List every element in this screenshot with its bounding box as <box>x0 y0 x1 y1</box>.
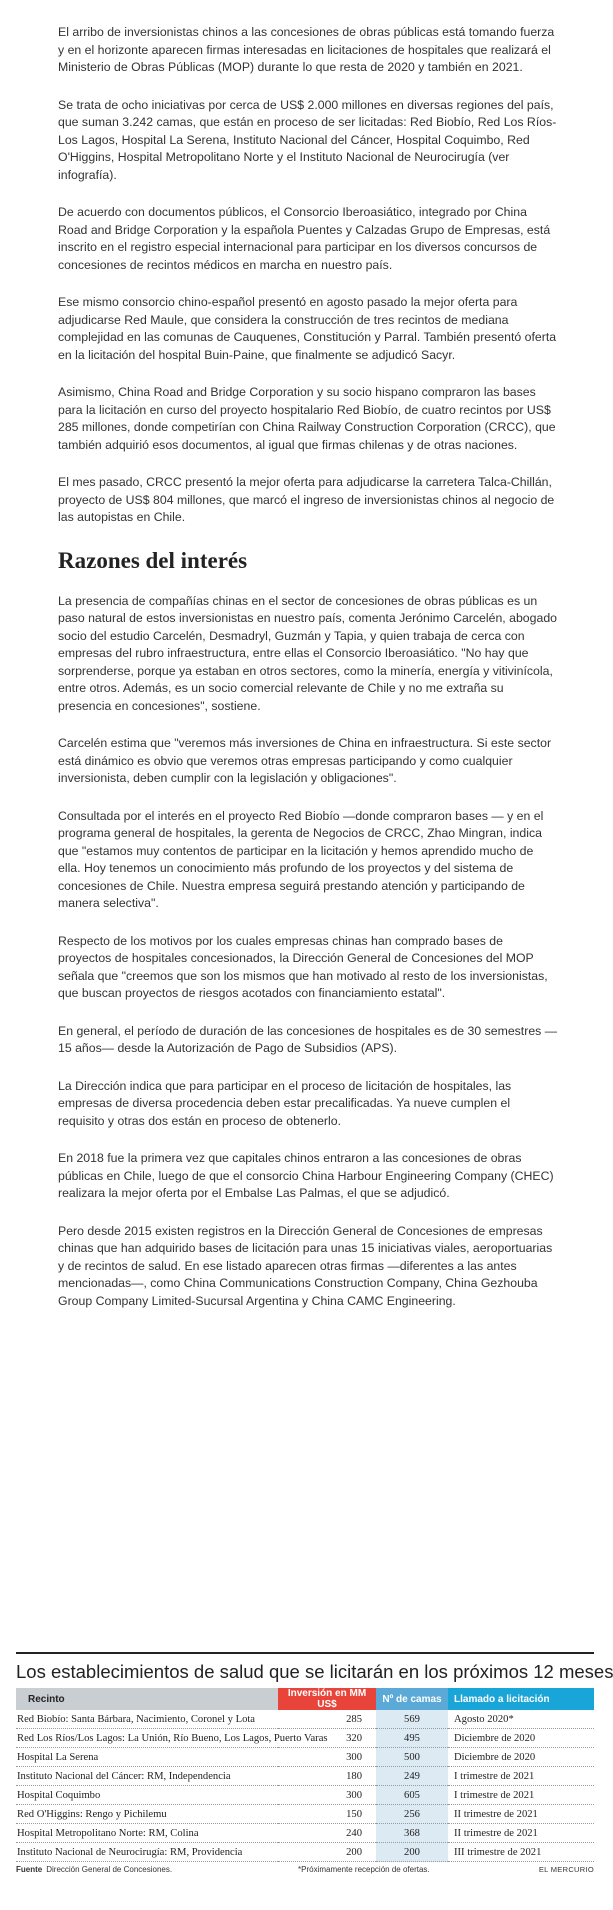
cell-recinto: Hospital Metropolitano Norte: RM, Colina <box>16 1824 278 1843</box>
publisher-logo: EL MERCURIO <box>538 1865 594 1874</box>
cell-inversion: 285 <box>278 1710 376 1729</box>
cell-inversion: 300 <box>278 1748 376 1767</box>
cell-llamado: II trimestre de 2021 <box>448 1805 594 1824</box>
table-row <box>16 1710 594 1729</box>
cell-camas: 200 <box>376 1843 448 1862</box>
cell-camas: 500 <box>376 1748 448 1767</box>
cell-inversion: 300 <box>278 1786 376 1805</box>
header-llamado: Llamado a licitación <box>448 1688 594 1710</box>
cell-inversion: 200 <box>278 1843 376 1862</box>
cell-llamado: Diciembre de 2020 <box>448 1748 594 1767</box>
infographic-footer <box>16 1865 594 1879</box>
cell-llamado: Diciembre de 2020 <box>448 1729 594 1748</box>
cell-camas: 495 <box>376 1729 448 1748</box>
section-heading: Razones del interés <box>58 547 248 573</box>
hospitals-infographic <box>16 1652 613 1879</box>
header-camas: Nº de camas <box>376 1688 448 1710</box>
article-paragraph: Consultada por el interés en el proyecto Red Biobío —donde compraron bases — y en el programa general de hospitales, la gerenta de Negocios de CRCC, Zhao Mingran, indica que "estamos muy contentos de participar en la licitación y hemos aprendido mucho de ella. Hoy tenemos un conocimiento más profundo de los proyectos y del sistema de concesiones de Chile. Nuestra empresa seguirá prestando atención y participando de manera selectiva". <box>58 808 544 910</box>
cell-recinto: Red O'Higgins: Rengo y Pichilemu <box>16 1805 278 1824</box>
cell-camas: 249 <box>376 1767 448 1786</box>
table-row <box>16 1805 594 1824</box>
table-row <box>16 1824 594 1843</box>
table-header-row <box>16 1688 594 1710</box>
header-inversion: Inversión en MM US$ <box>278 1688 376 1710</box>
article-paragraph: Asimismo, China Road and Bridge Corporation y su socio hispano compraron las bases para la licitación en curso del proyecto hospitalario Red Biobío, de cuatro recintos por US$ 285 millones, donde competirían con China Railway Construction Corporation (CRCC), que también adquirió esos documentos, al igual que firmas chilenas y de otras naciones. <box>58 385 556 452</box>
article-paragraph: En 2018 fue la primera vez que capitales chinos entraron a las concesiones de obras públicas en Chile, luego de que el consorcio China Harbour Engineering Company (CHEC) realizara la mejor oferta por el Embalse Las Palmas, el que se adjudicó. <box>58 1151 554 1200</box>
article-paragraph: El arribo de inversionistas chinos a las concesiones de obras públicas está tomando fuerza y en el horizonte aparecen firmas interesadas en licitaciones de hospitales que realizará el Ministerio de Obras Públicas (MOP) durante lo que resta de 2020 y también en 2021. <box>58 25 555 74</box>
cell-inversion: 150 <box>278 1805 376 1824</box>
table-row <box>16 1843 594 1862</box>
table-row <box>16 1729 594 1748</box>
article-section-intro <box>58 24 558 527</box>
article-paragraph: La Dirección indica que para participar en el proceso de licitación de hospitales, las empresas de diversa procedencia deben estar precalificadas. Ya nueve cumplen el requisito y otras dos están en proceso de obtenerlo. <box>58 1078 512 1128</box>
table-row <box>16 1748 594 1767</box>
article-paragraph: Respecto de los motivos por los cuales empresas chinas han comprado bases de proyectos de hospitales concesionados, la Dirección General de Concesiones del MOP señala que "creemos que son los mismos que han motivado al resto de los inversionistas, que buscan proyectos de riesgos acotados con financiamiento estatal". <box>58 933 548 1000</box>
cell-inversion: 320 <box>278 1729 376 1748</box>
cell-camas: 256 <box>376 1805 448 1824</box>
cell-inversion: 240 <box>278 1824 376 1843</box>
cell-recinto: Hospital La Serena <box>16 1748 278 1767</box>
cell-llamado: I trimestre de 2021 <box>448 1786 594 1805</box>
article-paragraph: Pero desde 2015 existen registros en la Dirección General de Concesiones de empresas chinas que han adquirido bases de licitación para unas 15 iniciativas viales, aeroportuarias y de recintos de salud. En ese listado aparecen otras firmas —diferentes a las antes mencionadas—, como China Communications Construction Company, China Gezhouba Group Company Limited-Sucursal Argentina y China CAMC Engineering. <box>58 1223 553 1308</box>
article-paragraph: De acuerdo con documentos públicos, el Consorcio Iberoasiático, integrado por China Road and Bridge Corporation y la española Puentes y Calzadas Grupo de Empresas, está inscrito en el registro especial internacional para participar en los diversos concursos de concesiones de recintos médicos en marcha en nuestro país. <box>58 205 551 272</box>
cell-inversion: 180 <box>278 1767 376 1786</box>
cell-recinto: Red Biobío: Santa Bárbara, Nacimiento, Coronel y Lota <box>16 1710 278 1729</box>
infographic-title: Los establecimientos de salud que se licitarán en los próximos 12 meses <box>16 1661 613 1682</box>
cell-llamado: III trimestre de 2021 <box>448 1843 594 1862</box>
article-paragraph: La presencia de compañías chinas en el sector de concesiones de obras públicas es un paso natural de estos inversionistas en nuestro país, comenta Jerónimo Carcelén, abogado socio del estudio Carcelén, Desmadryl, Guzmán y Tapia, y quien trabaja de cerca con empresas del rubro infraestructura, entre ellas el Consorcio Iberoasiático. "No hay que sorprenderse, porque ya estaban en otros sectores, como la minería, energía y vitivinícola, entre otros. Además, es un socio comercial relevante de Chile y no me extraña su presencia en concesiones", sostiene. <box>58 593 558 713</box>
header-recinto: Recinto <box>16 1688 278 1710</box>
article-paragraph: En general, el período de duración de las concesiones de hospitales es de 30 semestres —15 años— desde la Autorización de Pago de Subsidios (APS). <box>58 1023 558 1055</box>
cell-recinto: Instituto Nacional de Neurocirugía: RM, Providencia <box>16 1843 278 1862</box>
hospitals-table <box>16 1688 594 1862</box>
article-paragraph: Carcelén estima que "veremos más inversiones de China en infraestructura. Si este sector está dinámico es obvio que veremos otras empresas participando y como cualquier inversionista, deben cumplir con la legislación y obligaciones". <box>58 736 552 785</box>
article-paragraph: Se trata de ocho iniciativas por cerca de US$ 2.000 millones en diversas regiones del país, que suman 3.242 camas, que están en proceso de ser licitadas: Red Biobío, Red Los Ríos-Los Lagos, Hospital La Serena, Instituto Nacional del Cáncer, Hospital Coquimbo, Red O'Higgins, Hospital Metropolitano Norte y el Instituto Nacional de Neurocirugía (ver infografía). <box>58 97 557 182</box>
article-paragraph: El mes pasado, CRCC presentó la mejor oferta para adjudicarse la carretera Talca-Chillán, proyecto de US$ 804 millones, que marcó el ingreso de inversionistas chinos al negocio de las autopistas en Chile. <box>58 475 555 524</box>
cell-recinto: Red Los Ríos/Los Lagos: La Unión, Río Bueno, Los Lagos, Puerto Varas <box>16 1729 278 1748</box>
cell-recinto: Hospital Coquimbo <box>16 1786 278 1805</box>
source-note <box>16 1865 172 1874</box>
cell-llamado: II trimestre de 2021 <box>448 1824 594 1843</box>
cell-camas: 569 <box>376 1710 448 1729</box>
cell-llamado: I trimestre de 2021 <box>448 1767 594 1786</box>
cell-recinto: Instituto Nacional del Cáncer: RM, Independencia <box>16 1767 278 1786</box>
article-paragraph: Ese mismo consorcio chino-español presentó en agosto pasado la mejor oferta para adjudicarse Red Maule, que considera la construcción de tres recintos de mediana complejidad en las comunas de Cauquenes, Constitución y Parral. También presentó oferta en la licitación del hospital Buin-Paine, que finalmente se adjudicó Sacyr. <box>58 295 557 362</box>
cell-camas: 605 <box>376 1786 448 1805</box>
article-section-reasons <box>58 593 558 1311</box>
cell-llamado: Agosto 2020* <box>448 1710 594 1729</box>
table-row <box>16 1767 594 1786</box>
footnote: *Próximamente recepción de ofertas. <box>298 1865 430 1874</box>
article-body <box>58 24 558 1330</box>
table-row <box>16 1786 594 1805</box>
source-label: Fuente <box>16 1865 43 1874</box>
source-text: Dirección General de Concesiones. <box>46 1865 173 1874</box>
infographic-top-rule <box>16 1652 594 1654</box>
cell-camas: 368 <box>376 1824 448 1843</box>
